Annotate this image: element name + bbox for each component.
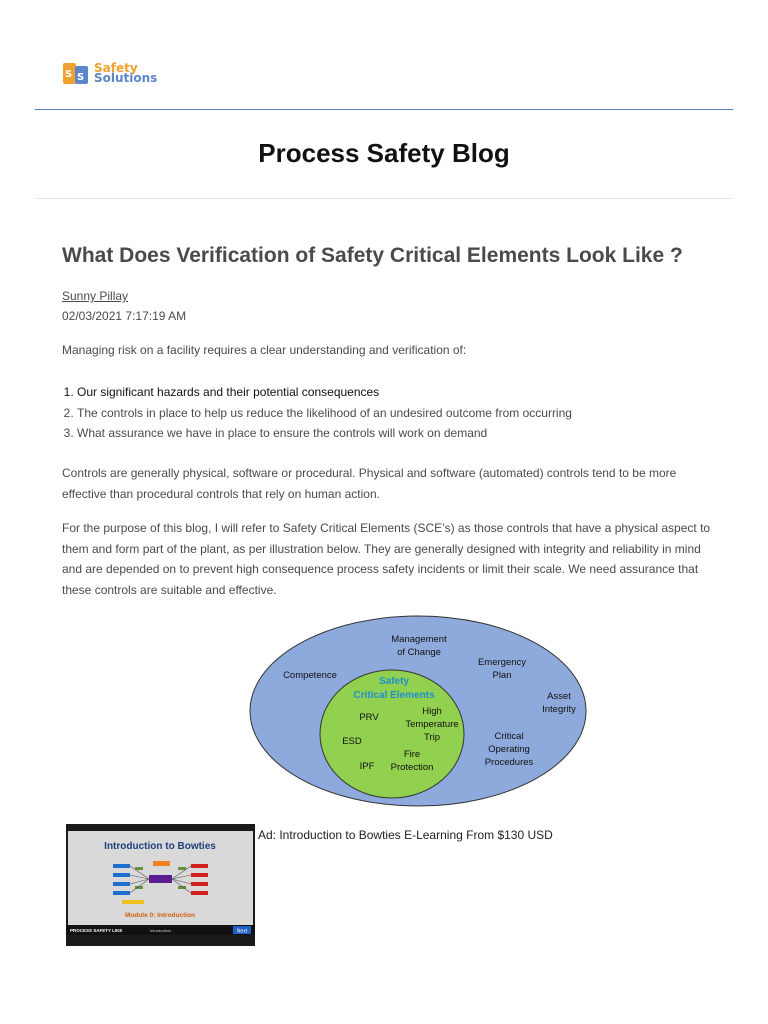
list-item: 1. Our significant hazards and their potential consequences bbox=[77, 382, 572, 403]
label-ipf: IPF bbox=[359, 761, 375, 772]
ad-thumb-next: Next bbox=[236, 928, 248, 935]
label-emergency-1: Emergency bbox=[477, 657, 527, 668]
intro-paragraph: Managing risk on a facility requires a clear understanding and verification of: bbox=[62, 343, 467, 357]
label-high-temp-3: Trip bbox=[423, 732, 441, 743]
site-logo[interactable] bbox=[62, 60, 157, 86]
ad-thumbnail-graphic bbox=[66, 824, 255, 946]
inner-title-1: Safety bbox=[378, 676, 410, 687]
label-asset-2: Integrity bbox=[542, 704, 576, 715]
sce-paragraph: For the purpose of this blog, I will refer to Safety Critical Elements (SCE’s) as those controls that have a physical aspect to them and form part of the plant, as per illustration below. They are generally designed with integrity and reliability in mind and are depended on to prevent high consequence process safety incidents or limit their scale. We need assurance that these controls are suitable and effective. bbox=[62, 521, 711, 597]
post-date: 02/03/2021 7:17:19 AM bbox=[62, 309, 187, 323]
post-title: What Does Verification of Safety Critical Elements Look Like ? bbox=[62, 244, 683, 267]
logo-line2: Solutions bbox=[94, 71, 158, 85]
author-link[interactable]: Sunny Pillay bbox=[62, 289, 129, 303]
svg-text:S: S bbox=[65, 69, 73, 80]
label-critical-1: Critical bbox=[494, 731, 524, 742]
ad-thumb-module: Module 0: Introduction bbox=[124, 912, 196, 919]
label-esd: ESD bbox=[342, 736, 362, 747]
list-item: 2. The controls in place to help us reduce the likelihood of an undesired outcome from occurring bbox=[77, 403, 572, 424]
ad-thumb-brand: PROCESS SAFETY LIKE bbox=[70, 928, 123, 933]
label-emergency-2: Plan bbox=[492, 670, 512, 681]
logo-line1: Safety bbox=[94, 61, 138, 75]
label-critical-3: Procedures bbox=[484, 757, 534, 768]
label-asset-1: Asset bbox=[547, 691, 571, 702]
label-prv: PRV bbox=[359, 712, 379, 723]
svg-text:S: S bbox=[77, 72, 85, 83]
label-fire-2: Protection bbox=[390, 762, 434, 773]
label-management-2: of Change bbox=[397, 647, 441, 658]
verification-list bbox=[62, 382, 572, 444]
title-divider bbox=[35, 198, 733, 199]
logo-wordmark bbox=[94, 63, 157, 83]
label-fire-1: Fire bbox=[403, 749, 421, 760]
sce-diagram bbox=[248, 614, 590, 810]
label-critical-2: Operating bbox=[488, 744, 530, 755]
label-management-1: Management bbox=[391, 634, 447, 645]
label-competence: Competence bbox=[283, 670, 337, 681]
controls-paragraph: Controls are generally physical, software or procedural. Physical and software (automated) controls tend to be more effective than procedural controls that rely on human action. bbox=[62, 466, 677, 501]
ad-link[interactable]: Ad: Introduction to Bowties E-Learning From $130 USD bbox=[258, 828, 553, 842]
blog-title: Process Safety Blog bbox=[258, 138, 510, 168]
ad-thumbnail[interactable] bbox=[66, 824, 255, 946]
header-divider bbox=[35, 109, 733, 110]
list-item: 3. What assurance we have in place to ensure the controls will work on demand bbox=[77, 423, 572, 444]
ad-thumb-section: Introduction bbox=[150, 928, 171, 933]
inner-title-2: Critical Elements bbox=[353, 690, 435, 701]
label-high-temp-1: High bbox=[422, 706, 442, 717]
ad-thumb-title: Introduction to Bowties bbox=[104, 841, 216, 852]
label-high-temp-2: Temperature bbox=[405, 719, 459, 730]
logo-mark-icon bbox=[62, 60, 90, 86]
